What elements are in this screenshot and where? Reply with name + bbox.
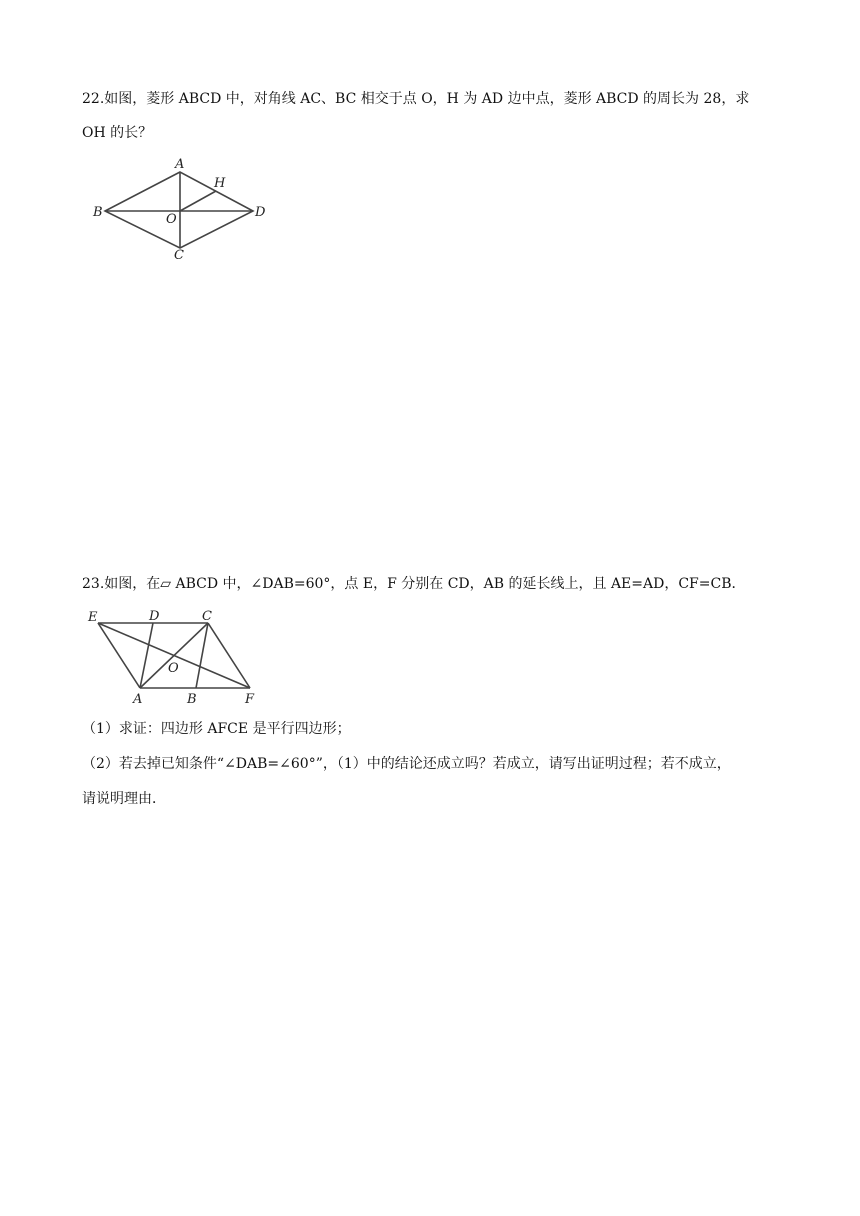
q23-text-line1: 23.如图，在▱ ABCD 中，∠DAB=60°，点 E，F 分别在 CD，AB 的延长线上，且 AE=AD，CF=CB． — [82, 576, 746, 592]
label-d: D — [149, 609, 160, 624]
segment-ef — [98, 623, 250, 688]
q23-part1: （1）求证：四边形 AFCE 是平行四边形； — [82, 721, 351, 737]
q23-parallelogram-figure — [0, 590, 860, 710]
segment-oh — [180, 191, 216, 211]
q22-text-line2: OH 的长？ — [82, 125, 153, 141]
q23-part2-line2: 请说明理由． — [82, 791, 166, 807]
label-e: E — [88, 610, 98, 625]
q23-part2-line1: （2）若去掉已知条件“∠DAB=∠60°”，（1）中的结论还成立吗？若成立，请写出证明过程；若不成立， — [82, 756, 731, 772]
label-a: A — [133, 692, 143, 707]
label-c: C — [202, 609, 212, 624]
label-b: B — [93, 205, 103, 220]
label-b: B — [187, 692, 197, 707]
label-f: F — [245, 692, 255, 707]
label-o: O — [166, 212, 177, 227]
label-o: O — [168, 661, 179, 676]
rhombus-outline — [105, 172, 253, 248]
label-d: D — [255, 205, 266, 220]
label-a: A — [175, 157, 185, 172]
q22-text-line1: 22.如图，菱形 ABCD 中，对角线 AC、BC 相交于点 O，H 为 AD 边中点，菱形 ABCD 的周长为 28，求 — [82, 91, 750, 107]
label-h: H — [214, 176, 226, 191]
q22-rhombus-figure — [0, 0, 860, 300]
label-c: C — [174, 248, 184, 263]
